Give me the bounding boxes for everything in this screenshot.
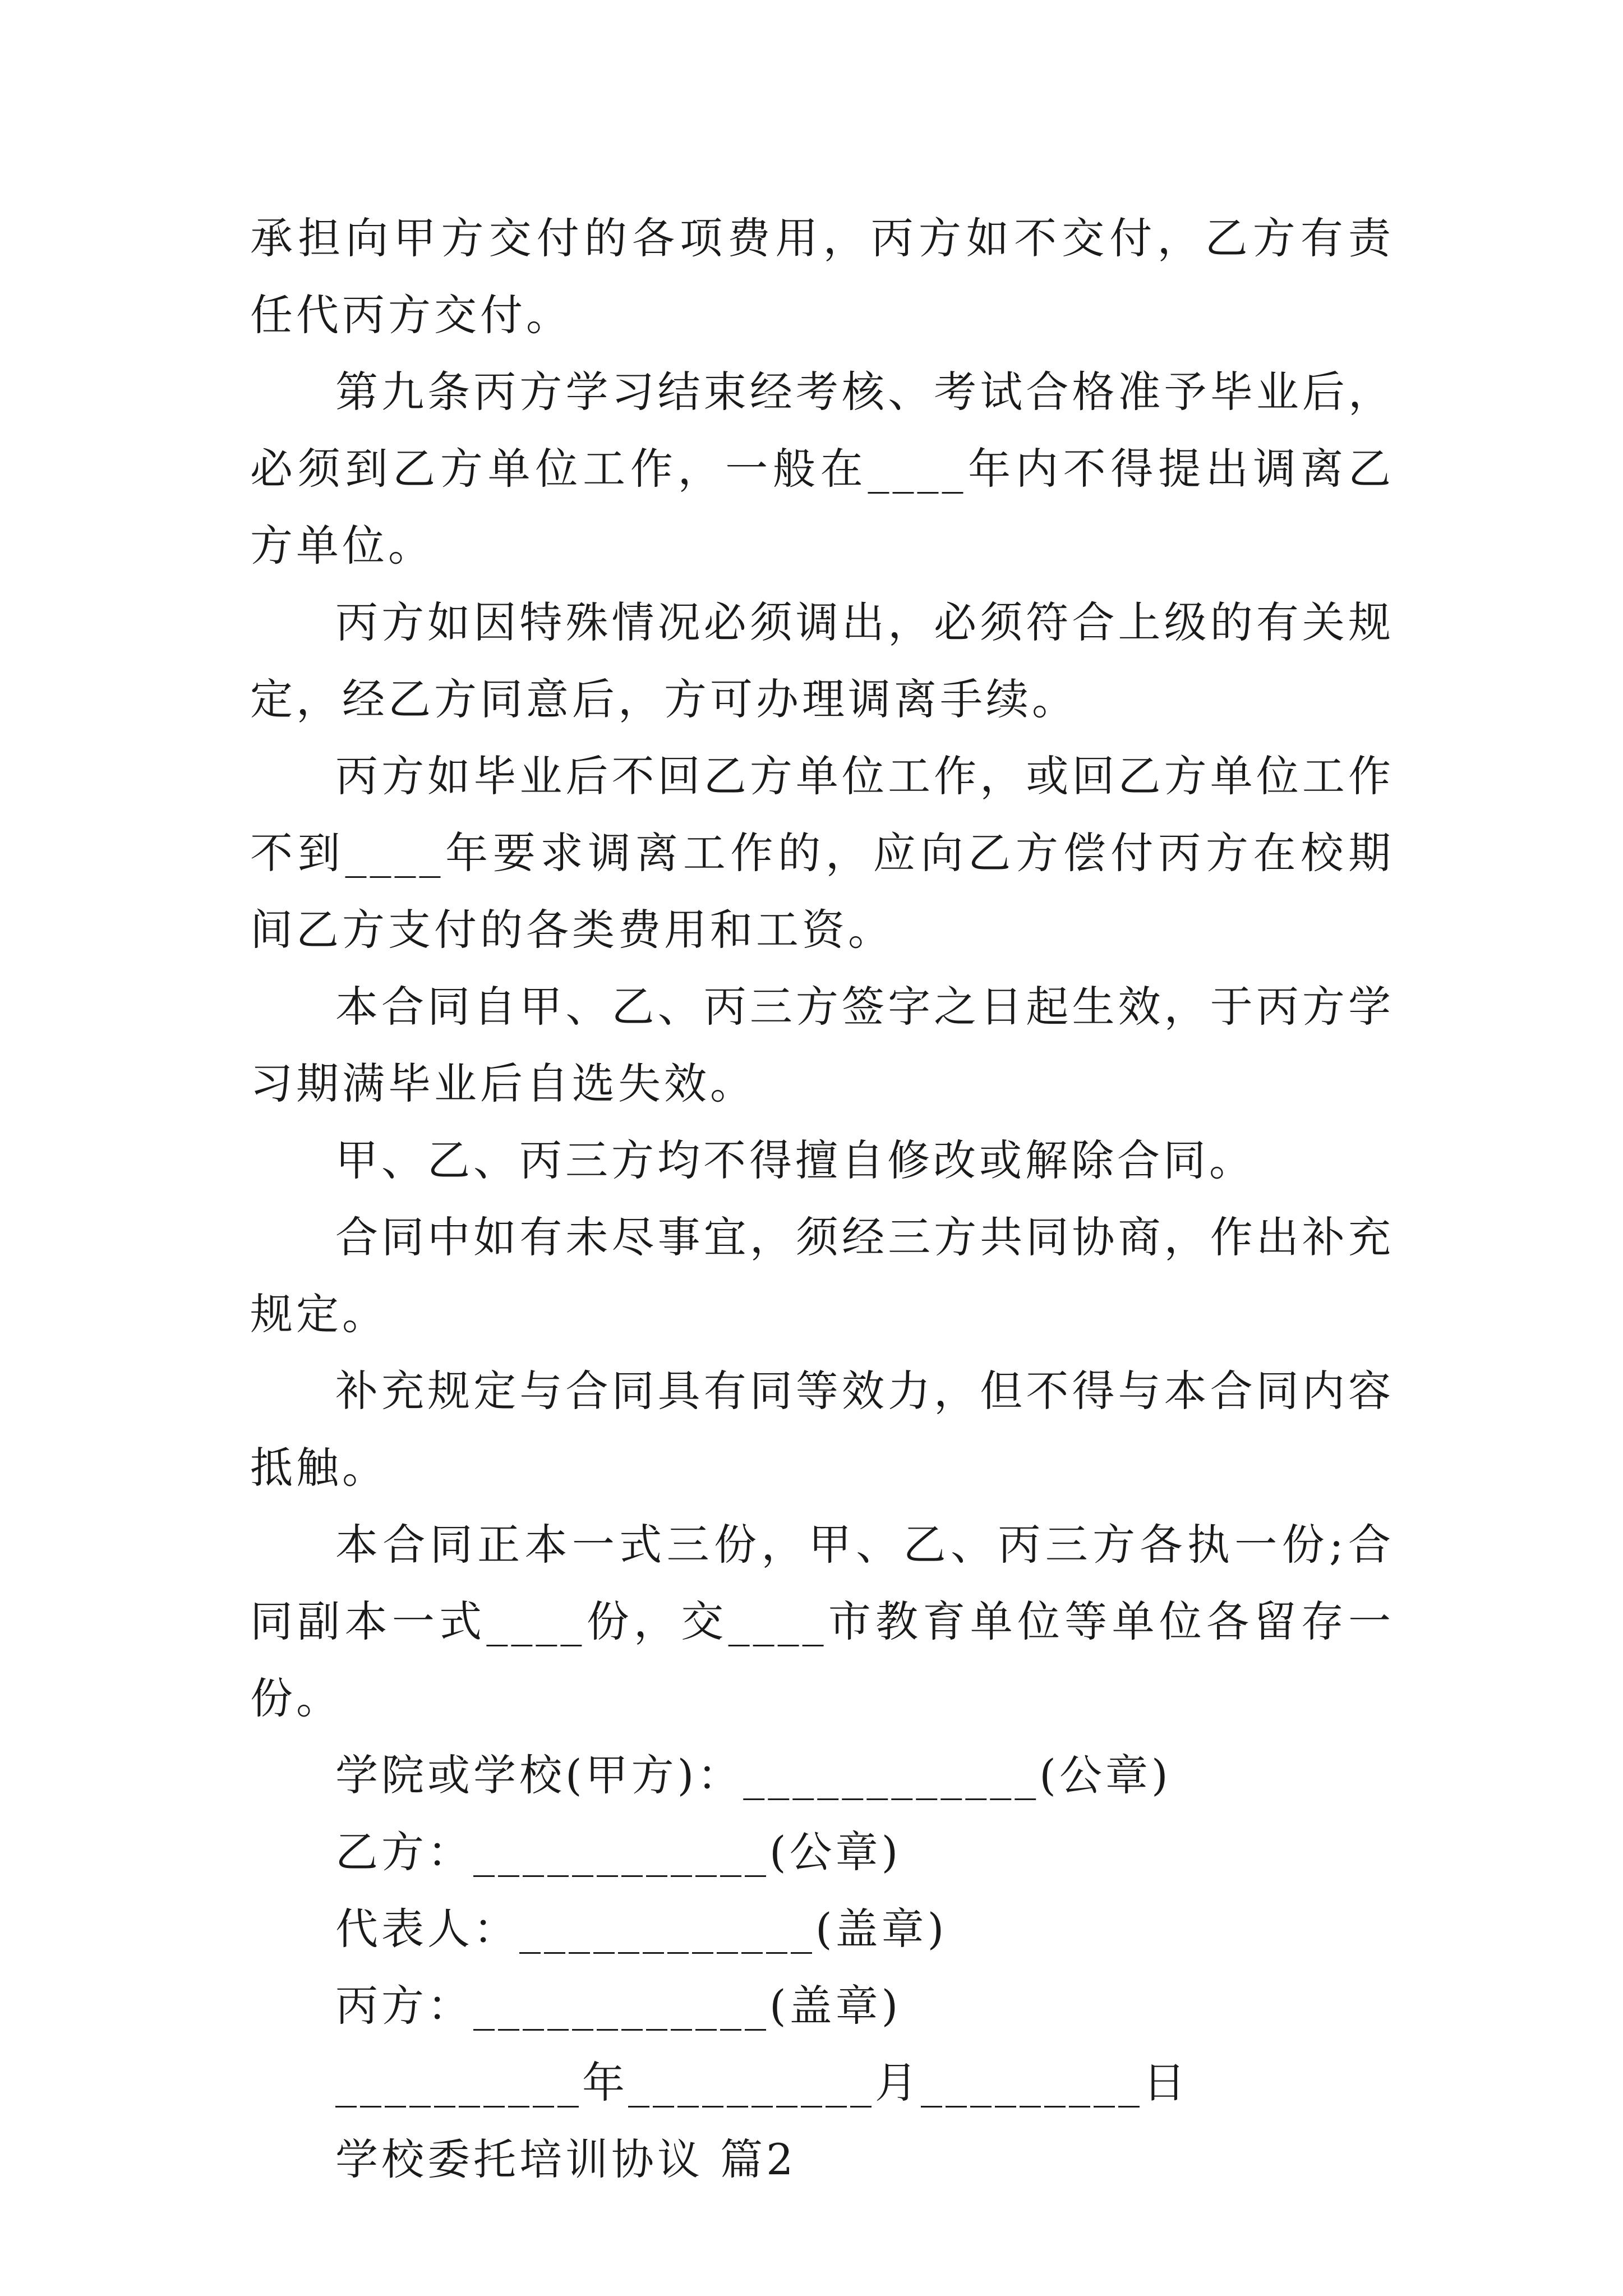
- paragraph-transfer-rules: 丙方如因特殊情况必须调出，必须符合上级的有关规定，经乙方同意后，方可办理调离手续。: [250, 597, 1394, 724]
- paragraph-continuation: 承担向甲方交付的各项费用，丙方如不交付，乙方有责任代丙方交付。: [250, 213, 1394, 340]
- paragraph-effective-date: 本合同自甲、乙、丙三方签字之日起生效，于丙方学习期满毕业后自选失效。: [250, 982, 1394, 1108]
- document-body: [250, 200, 1394, 2198]
- section-title: 学校委托培训协议 篇2: [335, 2134, 797, 2184]
- paragraph-supplement-validity: 补充规定与合同具有同等效力，但不得与本合同内容抵触。: [250, 1366, 1394, 1493]
- paragraph-supplement: 合同中如有未尽事宜，须经三方共同协商，作出补充规定。: [250, 1212, 1394, 1339]
- signature-representative: 代表人：____________(盖章): [335, 1904, 948, 1954]
- date-line: __________年__________月_________日: [335, 2058, 1189, 2108]
- signature-party-b: 乙方：____________(公章): [335, 1827, 902, 1877]
- paragraph-compensation: 丙方如毕业后不回乙方单位工作，或回乙方单位工作不到____年要求调离工作的，应向乙方偿付丙方在校期间乙方支付的各类费用和工资。: [250, 751, 1394, 955]
- signature-party-c: 丙方：____________(盖章): [335, 1981, 902, 2031]
- paragraph-no-modification: 甲、乙、丙三方均不得擅自修改或解除合同。: [335, 1135, 1255, 1185]
- paragraph-copies: 本合同正本一式三份，甲、乙、丙三方各执一份;合同副本一式____份，交____市教育单位等单位各留存一份。: [250, 1520, 1394, 1723]
- paragraph-article-nine: 第九条丙方学习结束经考核、考试合格准予毕业后，必须到乙方单位工作，一般在____年内不得提出调离乙方单位。: [250, 367, 1394, 570]
- signature-party-a: 学院或学校(甲方)：____________(公章): [335, 1750, 1172, 1800]
